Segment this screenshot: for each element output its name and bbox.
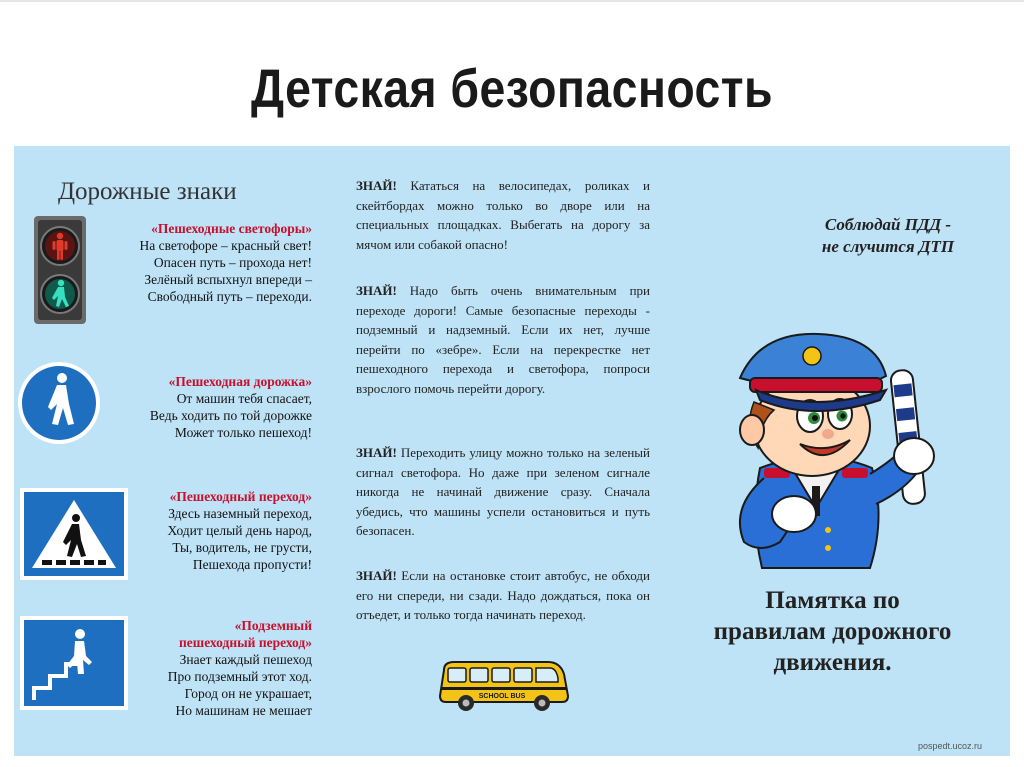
verse-line: Знает каждый пешеход [179, 652, 312, 667]
verse-line: Здесь наземный переход, [168, 506, 312, 521]
verse-line: Ходит целый день народ, [167, 523, 312, 538]
memo-line: движения. [773, 649, 892, 676]
slogan [788, 214, 988, 258]
verse-pedestrian-path [62, 373, 312, 441]
verse-line: Может только пешеход! [174, 425, 312, 440]
verse-heading: «Пешеходные светофоры» [151, 221, 312, 236]
traffic-police-boy-icon [700, 318, 960, 576]
verse-pedestrian-crossing [62, 488, 312, 573]
verse-traffic-lights [62, 220, 312, 305]
verse-line: На светофоре – красный свет! [139, 238, 312, 253]
know-paragraph-3 [356, 443, 650, 541]
verse-line: Ведь ходить по той дорожке [149, 408, 312, 423]
slogan-line: Соблюдай ПДД - [824, 215, 952, 234]
verse-heading: «Пешеходный переход» [169, 489, 312, 504]
verse-line: Свободный путь – переходи. [147, 289, 312, 304]
top-border [0, 0, 1024, 2]
know-text: Переходить улицу можно только на зеленый сигнал светофора. Но даже при зеленом сигнале никогда не начинай движение сразу. Сначала убедись, что машины успели остановиться и путь безопасен. [356, 445, 650, 538]
verse-heading: «Пешеходная дорожка» [168, 374, 312, 389]
verse-line: Пешехода пропусти! [192, 557, 312, 572]
page-title: Детская безопасность [251, 59, 773, 119]
road-signs-heading: Дорожные знаки [58, 178, 237, 205]
school-bus-icon [436, 656, 572, 714]
know-paragraph-1 [356, 176, 650, 254]
verse-line: Опасен путь – прохода нет! [153, 255, 312, 270]
slogan-line: не случится ДТП [821, 237, 955, 256]
know-text: Если на остановке стоит автобус, не обходи его ни спереди, ни сзади. Надо дождаться, пока он отъедет, и только тогда начинать переход. [356, 568, 650, 622]
verse-line: Про подземный этот ход. [167, 669, 312, 684]
know-paragraph-4 [356, 566, 650, 625]
verse-line: Город он не украшает, [184, 686, 312, 701]
verse-line: От машин тебя спасает, [176, 391, 312, 406]
know-text: Надо быть очень внимательным при переходе дороги! Самые безопасные переходы - подземный и надземный. Если их нет, лучше перейти по «зебре». Если на перекрестке нет пешеходного перехода и светофора, попроси взрослого помочь перейти дорогу. [356, 283, 650, 396]
know-paragraph-2 [356, 281, 650, 398]
know-label: ЗНАЙ! [356, 568, 397, 583]
bus-label: SCHOOL BUS [478, 693, 526, 700]
verse-line: Но машинам не мешает [175, 703, 312, 718]
know-label: ЗНАЙ! [356, 178, 397, 193]
verse-heading: «Подземный [234, 618, 312, 633]
memo-line: правилам дорожного [713, 618, 952, 645]
memo-title [650, 585, 1015, 678]
know-label: ЗНАЙ! [356, 283, 397, 298]
watermark: pospedt.ucoz.ru [918, 741, 983, 751]
memo-line: Памятка по [765, 587, 900, 614]
know-label: ЗНАЙ! [356, 445, 397, 460]
verse-line: Зелёный вспыхнул впереди – [144, 272, 312, 287]
verse-underground-crossing [62, 617, 312, 719]
verse-heading: пешеходный переход» [179, 635, 312, 650]
verse-line: Ты, водитель, не грусти, [172, 540, 312, 555]
know-text: Кататься на велосипедах, роликах и скейтбордах можно только во дворе или на специальных площадках. Выбегать на дорогу за мячом или собакой опасно! [356, 178, 650, 252]
